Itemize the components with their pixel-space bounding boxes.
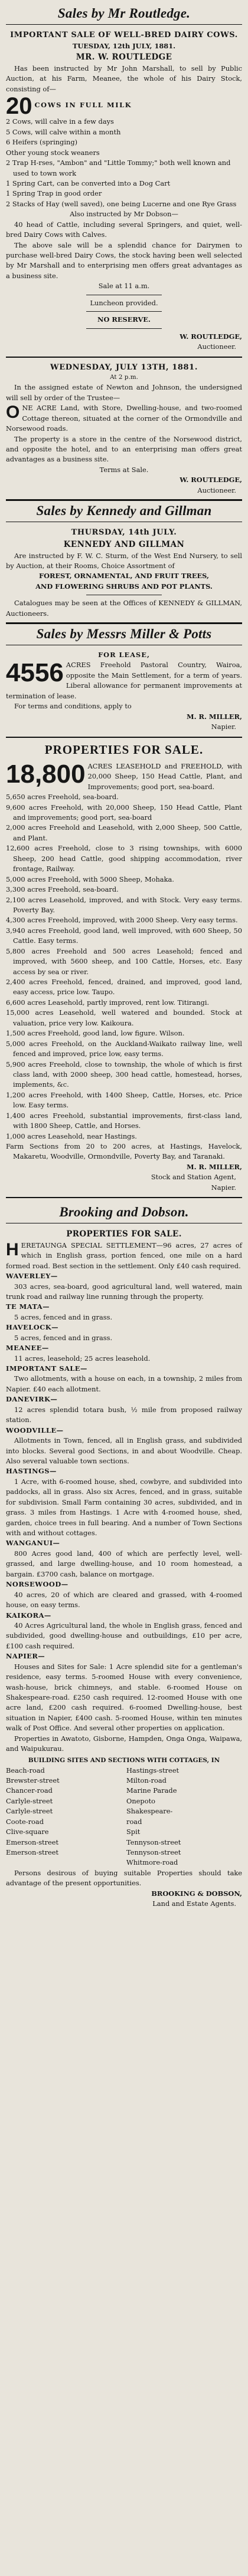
banner-routledge: Sales by Mr Routledge. [6,4,242,25]
location-entry [6,1394,242,1425]
list-item: 1,200 acres Freehold, with 1400 Sheep, Cattle, Horses, etc. Price low. Easy terms. [6,1090,242,1110]
sale-date: WEDNESDAY, JULY 13TH, 1881. [50,362,198,372]
site-item: Onepoto [126,1796,155,1805]
location-name: HASTINGS— [6,1467,57,1476]
list-item: 5,800 acres Freehold and 500 acres Leasehold; fenced and improved, with 5600 sheep, and 100 Cattle, Horses, etc. Easy access by sea or river. [6,946,242,976]
extra-properties: Properties in Awatoto, Gisborne, Hampden, Onga Onga, Waipawa, and Waipukurau. [6,1734,242,1753]
location-entry [6,1302,242,1322]
section-title: PROPERTIES FOR SALE. [66,1229,182,1239]
list-item: Other young stock weaners [6,148,100,157]
list-item: 1,000 acres Leasehold, near Hastings. [6,1132,137,1140]
closing-text: Persons desirous of buying suitable Properties should take advantage of the present opportunities. [6,1868,242,1888]
also-line: Also instructed by Mr Dobson— [70,210,178,219]
lead-paragraph [6,403,242,434]
list-item: 5,000 acres Freehold, on the Auckland-Waikato railway line, well fenced and improved, price low, easy terms. [6,1039,242,1058]
firm-name: KENNEDY AND GILLMAN [63,539,185,549]
divider [6,357,242,358]
divider [86,311,162,312]
banner-miller: Sales by Messrs Miller & Potts [6,622,242,645]
signature-role: Auctioneer. [197,486,236,494]
building-sites [6,1766,242,1868]
location-text: Allotments in Town, fenced, all in English grass, and subdivided into blocks. Several good Sections, in and about Woodville. Cheap. Also several valuable town sections. [6,1436,242,1465]
location-entry [6,1466,242,1538]
terms: Terms at Sale. [99,465,149,474]
signature-role: Auctioneer. [197,342,236,351]
location-name: TE MATA— [6,1302,50,1311]
location-name: DANEVIRK— [6,1395,58,1404]
location-name: WAVERLEY— [6,1272,58,1281]
signature: W. ROUTLEDGE, [180,476,242,484]
signature-place: Napier. [211,1183,236,1192]
catalogue-note: Catalogues may be seen at the Offices of KENNEDY & GILLMAN, Auctioneers. [6,599,242,618]
location-text: 800 Acres good land, 400 of which are perfectly level, well-grassed, and large dwelling-house, and 10 room homestead, a bargain. £3700 cash, balance on mortgage. [6,1549,242,1578]
list-item: 6 Heifers (springing) [6,138,78,147]
terms: For terms and conditions, apply to [14,702,132,711]
location-entry [6,1271,242,1302]
site-item: Brewster-street [6,1776,60,1785]
list-item: 5 Cows, will calve within a month [6,127,121,136]
list-item: 5,650 acres Freehold, sea-board. [6,793,119,802]
banner-kennedy: Sales by Kennedy and Gillman [6,499,242,522]
intro-text: In the assigned estate of Newton and Johnson, the undersigned will sell by order of the Trustee— [6,383,242,402]
signature-place: Napier. [211,723,236,731]
section-title: PROPERTIES FOR SALE. [44,742,204,757]
location-text: 303 acres, sea-board, good agricultural land, well watered, main trunk road and railway line running through the property. [6,1282,242,1301]
location-text: 12 acres splendid totara bush, ½ mile from proposed railway station. [6,1405,242,1424]
list-item: 4,300 acres Freehold, improved, with 2000 Sheep. Very easy terms. [6,916,238,925]
location-name: WANGANUI— [6,1539,60,1548]
location-name: HAVELOCK— [6,1323,59,1332]
brooking-ad [6,1202,242,1909]
building-title: BUILDING SITES AND SECTIONS WITH COTTAGES, IN [28,1756,220,1764]
location-name: IMPORTANT SALE— [6,1364,87,1373]
site-item: Clive-square [6,1828,49,1836]
list-item: 5,000 acres Freehold, with 5000 Sheep, Mohaka. [6,875,174,883]
no-reserve: NO RESERVE. [97,315,151,324]
site-item: Spit [126,1828,141,1836]
intro-text: Are instructed by F. W. C. Sturm, of the West End Nursery, to sell by Auction, at their Rooms, Choice Assortment of [6,551,242,570]
location-entry [6,1651,242,1734]
list-item: 6,600 acres Leasehold, partly improved, rent low. Titirangi. [6,998,210,1007]
site-item: Hastings-street [126,1766,180,1774]
lead-number: 4556 [6,658,64,688]
lead-paragraph [6,660,242,701]
banner-brooking: Brooking and Dobson. [6,1202,242,1223]
location-text: 40 Acres Agricultural land, the whole in English grass, fenced and subdivided, good dwelling-house and outbuildings, £10 per acre, £100 cash required. [6,1621,242,1650]
signature-role: Land and Estate Agents. [152,1899,236,1908]
lead-text: COWS IN FULL MILK [34,101,132,110]
sale-time: Sale at 11 a.m. [98,282,150,291]
miller-lease-ad [6,622,242,732]
divider [6,1197,242,1198]
list-item: 12,600 acres Freehold, close to 3 rising townships, with 6000 Sheep, 200 head Cattle, good shipping accommodation, river frontage, Railway. [6,844,242,873]
intro-text: Has been instructed by Mr John Marshall, to sell by Public Auction, at his Farm, Meanee, the whole of his Dairy Stock, consisting of— [6,64,242,93]
divider [6,737,242,738]
divider [86,328,162,329]
site-item: Milton-road [126,1776,167,1785]
routledge-ad [6,4,242,352]
location-entry [6,1343,242,1364]
location-entry [6,1322,242,1343]
lead-text: NE ACRE Land, with Store, Dwelling-house, and two-roomed Cottage thereon, situated at the corner of the Ormondville and Norsewood roads. [6,404,242,433]
lead-paragraph [6,761,242,792]
wednesday-ad [6,362,242,496]
sale-date: TUESDAY, 12th JULY, 1881. [72,41,176,50]
lead-text: ACRES LEASEHOLD and FREEHOLD, with 20,000 Sheep, 150 Head Cattle, Plant, and Improvements; good port, sea-board. [87,761,242,791]
site-item: Coote-road [6,1817,44,1826]
location-name: WOODVILLE— [6,1426,64,1434]
signature: M. R. MILLER, [186,1162,242,1171]
lead-paragraph [6,93,242,120]
site-item: Chancer-road [6,1786,53,1795]
location-text: 5 acres, fenced and in grass. [14,1312,113,1321]
location-name: NORSEWOOD— [6,1580,68,1589]
property-list [6,792,242,1162]
list-item: 9,600 acres Freehold, with 20,000 Sheep, 150 Head Cattle, Plant and improvements; good port, sea-board [6,803,242,822]
sale-time: At 2 p.m. [110,374,138,381]
site-item: Emerson-street [6,1838,59,1846]
site-item: Whitmore-road [126,1858,178,1867]
location-entry [6,1364,242,1394]
lead-paragraph [6,1241,242,1271]
list-item: 5,900 acres Freehold, close to township, the whole of which is first class land, with 2000 sheep, 300 head cattle, homestead, horses, implements, &c. [6,1060,242,1089]
list-item: 2 Stacks of Hay (well saved), one being Lucerne and one Rye Grass [6,199,237,208]
site-item: Marine Parade [126,1786,177,1795]
lead-text: ERETAUNGA SPECIAL SETTLEMENT—96 acres, 27 acres of which in English grass, portion fenced, one mile on a hard formed road. Best section in the settlement. Only £40 cash required. [6,1241,242,1270]
location-text: 1 Acre, with 6-roomed house, shed, cowbyre, and subdivided into paddocks, all in grass. Also six Acres, fenced, and in grass, suitable for subdivision. Small Farm containing 30 acres, subdivided, and in grass. 3 miles from Hastings. 1 Acre with 4-roomed house, shed, garden, choice trees in full bearing. And a number of Town Sections with and without cottages. [6,1477,242,1537]
miller-properties-ad [6,742,242,1193]
location-text: Two allotments, with a house on each, in a township, 2 miles from Napier. £40 each allotment. [6,1374,242,1393]
location-name: NAPIER— [6,1652,45,1661]
lead-text: ACRES Freehold Pastoral Country, Wairoa, opposite the Main Settlement, for a term of years. Liberal allowance for permanent improvements at termination of lease. [6,661,242,700]
site-item: Beach-road [6,1766,45,1774]
site-item: Shakespeare-road [126,1807,173,1826]
sale-date: THURSDAY, 14th JULY. [71,528,177,537]
luncheon-note: Luncheon provided. [90,298,158,307]
location-name: MEANEE— [6,1344,49,1353]
stock-list [6,117,242,209]
location-entry [6,1538,242,1579]
site-item: Carlyle-street [6,1807,53,1816]
also-text: 40 head of Cattle, including several Springers, and quiet, well-bred Dairy Cows with Calves. [6,220,242,239]
lead-letter: O [6,403,20,423]
signature: M. R. MILLER, [186,712,242,721]
list-item: 1 Spring Cart, can be converted into a Dog Cart [6,179,171,187]
list-item: 2,400 acres Freehold, fenced, drained, and improved, good land, easy access, price low. Taupo. [6,978,242,997]
location-text: 40 acres, 20 of which are cleared and grassed, with 4-roomed house, on easy terms. [6,1590,242,1609]
list-item: 2 Trap H-rses, "Ambon" and "Little Tommy;" both well known and used to town work [6,159,231,177]
list-item: 15,000 acres Leasehold, well watered and bounded. Stock at valuation, price very low. Kaikoura. [6,1008,242,1027]
list-item: Farm Sections from 20 to 200 acres, at Hastings, Havelock, Makaretu, Woodville, Ormondville, Poverty Bay, and Taranaki. [6,1142,242,1161]
list-item: 1 Spring Trap in good order [6,189,102,198]
list-item: 1,400 acres Freehold, substantial improvements, first-class land, with 1800 Sheep, Cattle, and Horses. [6,1111,242,1130]
stock-line-2: AND FLOWERING SHRUBS AND POT PLANTS. [35,582,213,591]
location-entry [6,1579,242,1610]
location-text: 11 acres, leasehold; 25 acres leasehold. [14,1354,151,1363]
lead-number: 20 [6,93,32,120]
signature: W. ROUTLEDGE, [180,332,242,341]
kennedy-ad [6,499,242,619]
location-entry [6,1426,242,1467]
site-item: Emerson-street [6,1848,59,1857]
sites-right [126,1766,242,1868]
location-name: KAIKORA— [6,1611,51,1620]
list-item: 1,500 acres Freehold, good land, low figure. Wilson. [6,1029,185,1038]
signature: BROOKING & DOBSON, [151,1889,242,1898]
lead-number: 18,800 [6,759,86,789]
stock-line-1: FOREST, ORNAMENTAL, AND FRUIT TREES, [39,572,209,580]
sites-left [6,1766,122,1868]
list-item: 3,300 acres Freehold, sea-board. [6,885,119,894]
auctioneer-name: MR. W. ROUTLEDGE [76,52,172,62]
signature-role: Stock and Station Agent, [151,1173,236,1182]
list-item: 2,000 acres Freehold and Leasehold, with 2,000 Sheep, 500 Cattle, and Plant. [6,823,242,842]
body-text: The property is a store in the centre of the Norsewood district, and opposite the hotel, and to an enterprising man offers great advantages as a business site. [6,434,242,464]
site-item: Tennyson-street [126,1838,181,1846]
site-item: Carlyle-street [6,1796,53,1805]
site-item: Tennyson-street [126,1848,181,1857]
list-item: 3,940 acres Freehold, good land, well improved, with 600 Sheep, 50 Cattle. Easy terms. [6,926,242,945]
location-entry [6,1611,242,1652]
list-item: 2,100 acres Leasehold, improved, and with Stock. Very easy terms. Poverty Bay. [6,895,242,914]
location-text: 5 acres, fenced and in grass. [14,1333,113,1342]
location-text: Houses and Sites for Sale: 1 Acre splendid site for a gentleman's residence, easy terms. 5-roomed House with every convenience, wash-house, brick chimneys, and stable. 6-roomed House on Shakespeare-road. £250 cash required. 12-roomed House with one acre land, £200 cash required. 6-roomed Dwelling-house, best situation in Napier, £400 cash. 5-roomed House, within ten minutes walk of Post Office. And several other properties on application. [6,1662,242,1733]
headline: IMPORTANT SALE OF WELL-BRED DAIRY COWS. [10,30,238,39]
for-lease: FOR LEASE, [98,651,150,659]
lead-letter: H [6,1239,19,1259]
body-text: The above sale will be a splendid chance for Dairymen to purchase well-bred Dairy Cows, the stock having been well selected by Mr Marshall and to enterprising men offers great advantages as a business site. [6,240,242,280]
list-item: 2 Cows, will calve in a few days [6,117,114,126]
